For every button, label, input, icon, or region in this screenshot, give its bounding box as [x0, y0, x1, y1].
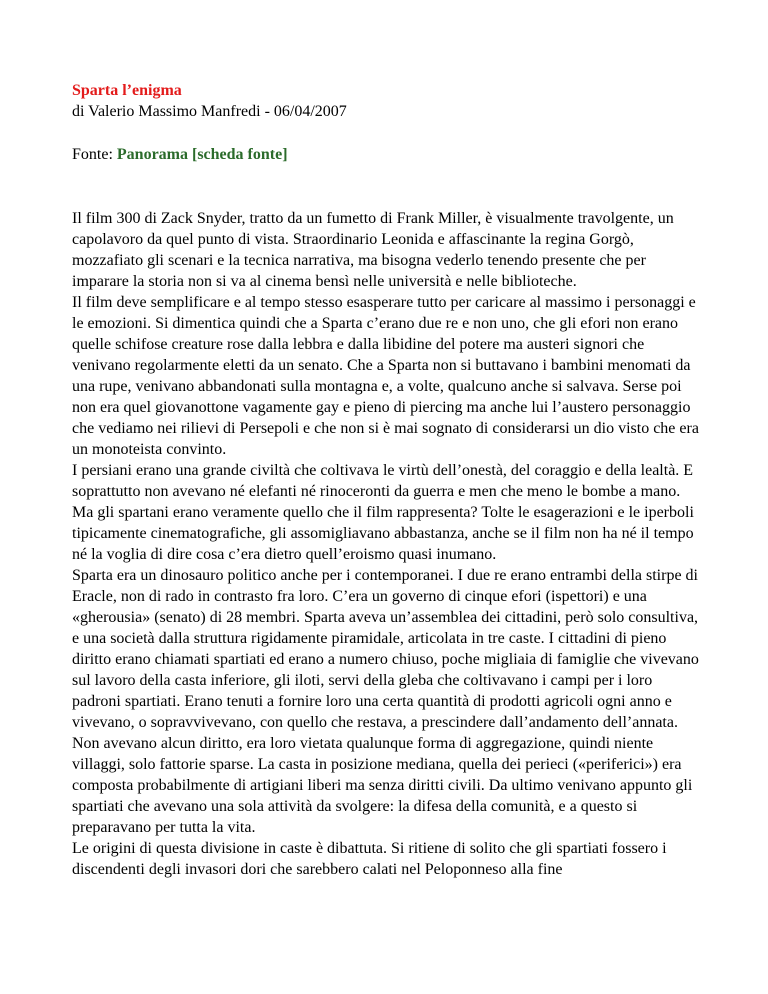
article-paragraph-4: Ma gli spartani erano veramente quello che il film rappresenta? Tolte le esagerazioni e le iperboli tipicamente cinematografiche, gli assomigliavano abbastanza, anche se il film non ha né il tempo né la voglia di dire cosa c’era dietro quell’eroismo quasi inumano. — [72, 504, 694, 563]
article-paragraph-2: Il film deve semplificare e al tempo stesso esasperare tutto per caricare al massimo i personaggi e le emozioni. Si dimentica quindi che a Sparta c’erano due re e non uno, che gli efori non erano quelle schifose creature rose dalla lebbra e dalla libidine del potere ma austeri signori che venivano regolarmente eletti da un senato. Che a Sparta non si buttavano i bambini menomati da una rupe, venivano abbandonati sulla montagna e, a volte, qualcuno anche si salvava. Serse poi non era quel giovanottone vagamente gay e pieno di piercing ma anche lui l’austero personaggio che vediamo nei rilievi di Persepoli e che non si è mai sognato di considerarsi un dio visto che era un monoteista convinto. — [72, 294, 699, 458]
article-title: Sparta l’enigma — [72, 82, 182, 99]
article-content — [72, 80, 702, 880]
article-paragraph-1: Il film 300 di Zack Snyder, tratto da un fumetto di Frank Miller, è visualmente travolgente, un capolavoro da quel punto di vista. Straordinario Leonida e affascinante la regina Gorgò, mozzafiato gli scenari e la tecnica narrativa, ma bisogna vederlo tenendo presente che per imparare la storia non si va al cinema bensì nelle università e nelle biblioteche. — [72, 210, 674, 290]
source-label: Fonte: — [72, 146, 117, 163]
source-name: Panorama — [116, 146, 188, 163]
article-byline: di Valerio Massimo Manfredi - 06/04/2007 — [72, 103, 347, 120]
article-paragraph-5: Sparta era un dinosauro politico anche per i contemporanei. I due re erano entrambi della stirpe di Eracle, non di rado in contrasto fra loro. C’era un governo di cinque efori (ispettori) e una «gherousia» (senato) di 28 membri. Sparta aveva un’assemblea dei cittadini, però solo consultiva, e una società dalla struttura rigidamente piramidale, articolata in tre caste. I cittadini di pieno diritto erano chiamati spartiati ed erano a numero chiuso, poche migliaia di famiglie che vivevano sul lavoro della casta inferiore, gli iloti, servi della gleba che coltivavano i campi per i loro padroni spartiati. Erano tenuti a fornire loro una certa quantità di prodotti agricoli ogni anno e vivevano, o sopravvivevano, con quello che restava, a prescindere dall’andamento dell’annata. Non avevano alcun diritto, era loro vietata qualunque forma di aggregazione, quindi niente villaggi, solo fattorie sparse. La casta in posizione mediana, quella dei perieci («periferici») era composta probabilmente di artigiani liberi ma senza diritti civili. Da ultimo venivano appunto gli spartiati che avevano una sola attività da svolgere: la difesa della comunità, e a questo si preparavano per tutta la vita. — [72, 567, 699, 836]
article-paragraph-3: I persiani erano una grande civiltà che coltivava le virtù dell’onestà, del coraggio e della lealtà. E soprattutto non avevano né elefanti né rinoceronti da guerra e men che meno le bombe a mano. — [72, 462, 694, 500]
article-paragraph-6: Le origini di questa divisione in caste è dibattuta. Si ritiene di solito che gli spartiati fossero i discendenti degli invasori dori che sarebbero calati nel Peloponneso alla fine — [72, 840, 667, 878]
source-details-link: [scheda fonte] — [192, 146, 288, 163]
source-link[interactable] — [117, 146, 288, 163]
article-source — [72, 144, 702, 165]
